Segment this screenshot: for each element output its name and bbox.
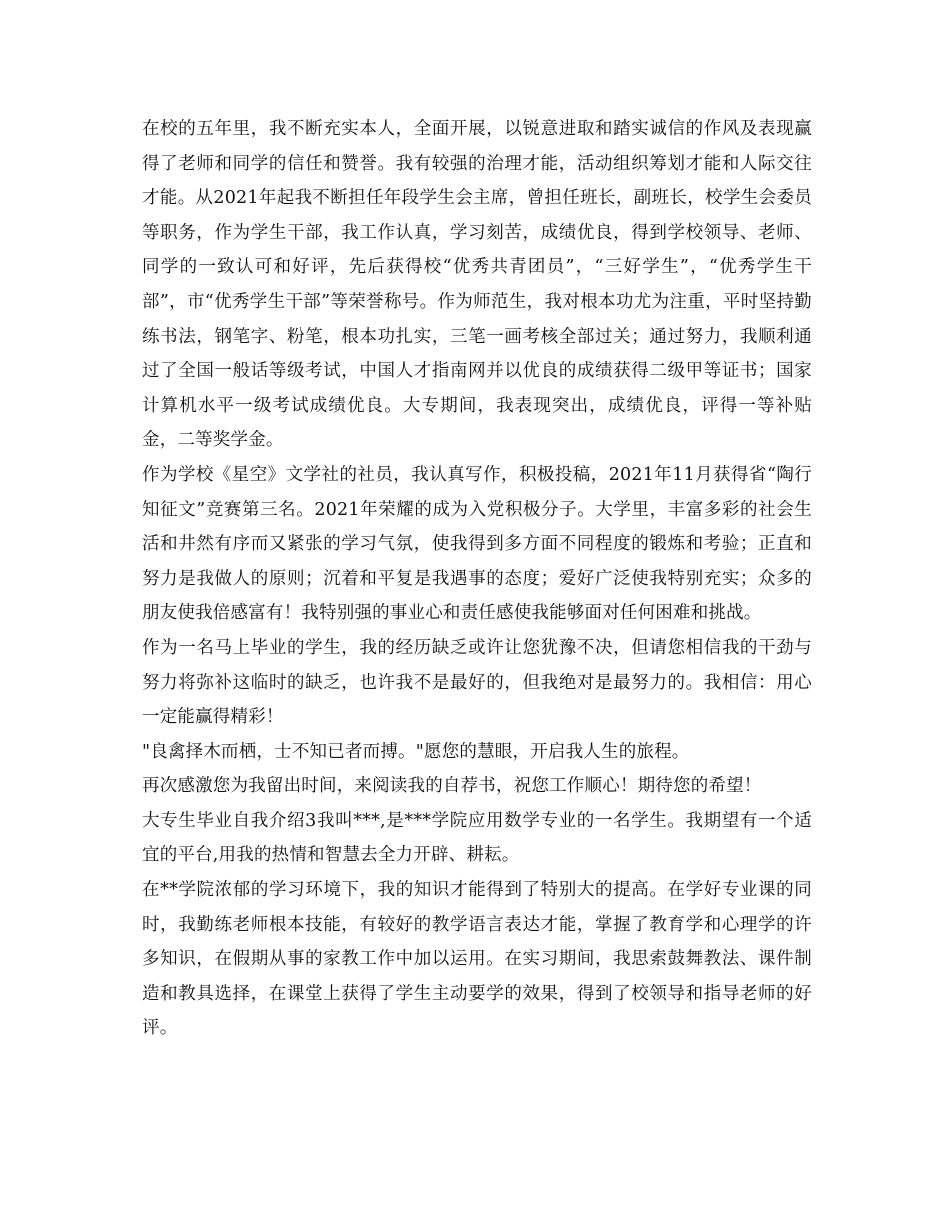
document-body: [142, 112, 812, 1046]
paragraph-self-intro-3: 大专生毕业自我介绍3我叫***,是***学院应用数学专业的一名学生。我期望有一个适宜的平台,用我的热情和智慧去全力开辟、耕耘。: [142, 810, 812, 866]
paragraph-graduate-statement: 作为一名马上毕业的学生，我的经历缺乏或许让您犹豫不决，但请您相信我的干劲与努力将弥补这临时的缺乏，也许我不是最好的，但我绝对是最努力的。我相信：用心一定能赢得精彩！: [142, 637, 812, 728]
paragraph-literary-club: 作为学校《星空》文学社的社员，我认真写作，积极投稿，2021年11月获得省“陶行知征文”竞赛第三名。2021年荣耀的成为入党积极分子。大学里，丰富多彩的社会生活和井然有序而又紧张的学习气氛，使我得到多方面不同程度的锻炼和考验；正直和努力是我做人的原则；沉着和平复是我遇事的态度；爱好广泛使我特别充实；众多的朋友使我倍感富有！我特别强的事业心和责任感使我能够面对任何困难和挑战。: [142, 464, 812, 624]
paragraph-college-study: 在**学院浓郁的学习环境下，我的知识才能得到了特别大的提高。在学好专业课的同时，我勤练老师根本技能，有较好的教学语言表达才能，掌握了教育学和心理学的许多知识，在假期从事的家教工作中加以运用。在实习期间，我思索鼓舞教法、课件制造和教具选择，在课堂上获得了学生主动要学的效果，得到了校领导和指导老师的好评。: [142, 880, 812, 1039]
paragraph-thanks: 再次感激您为我留出时间，来阅读我的自荐书，祝您工作顺心！期待您的希望！: [142, 776, 762, 797]
paragraph-quote: "良禽择木而栖，士不知已者而搏。"愿您的慧眼，开启我人生的旅程。: [142, 741, 690, 762]
paragraph-school-years: 在校的五年里，我不断充实本人，全面开展，以锐意进取和踏实诚信的作风及表现赢得了老师和同学的信任和赞誉。我有较强的治理才能，活动组织筹划才能和人际交往才能。从2021年起我不断担任年段学生会主席，曾担任班长，副班长，校学生会委员等职务，作为学生干部，我工作认真，学习刻苦，成绩优良，得到学校领导、老师、同学的一致认可和好评，先后获得校“优秀共青团员”，“三好学生”，“优秀学生干部”，市“优秀学生干部”等荣誉称号。作为师范生，我对根本功尤为注重，平时坚持勤练书法，钢笔字、粉笔，根本功扎实，三笔一画考核全部过关；通过努力，我顺利通过了全国一般话等级考试，中国人才指南网并以优良的成绩获得二级甲等证书；国家计算机水平一级考试成绩优良。大专期间，我表现突出，成绩优良，评得一等补贴金，二等奖学金。: [142, 119, 812, 451]
